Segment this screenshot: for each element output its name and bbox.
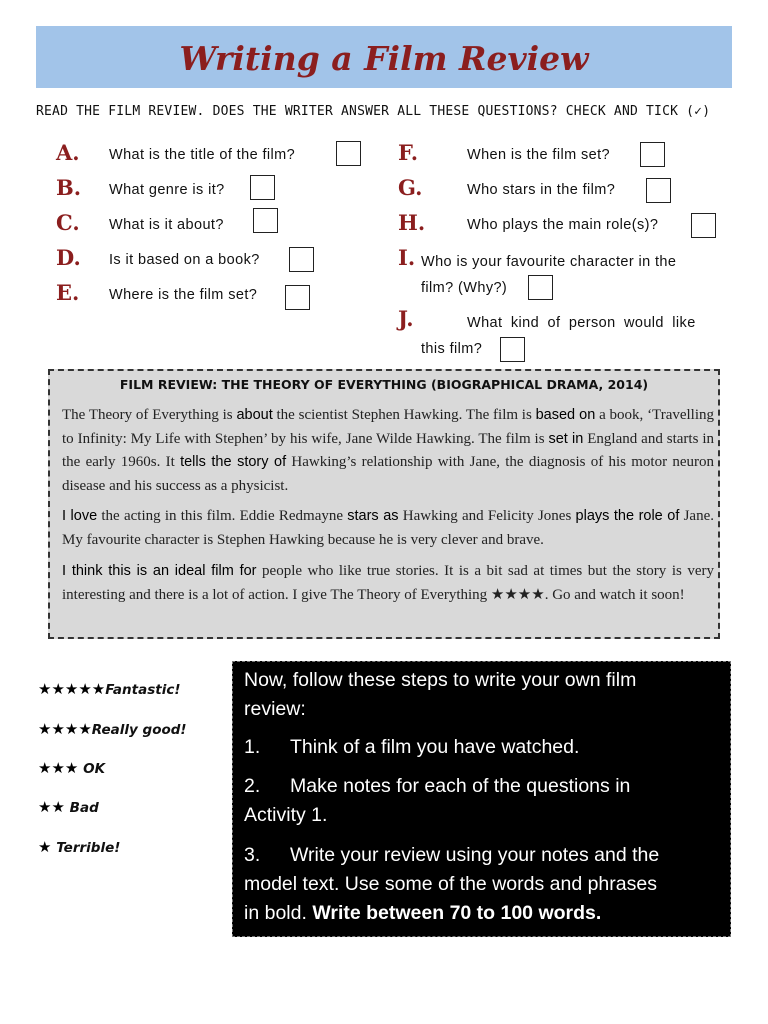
question-letter: J. xyxy=(398,306,414,331)
tick-box-j[interactable] xyxy=(500,337,525,362)
question-letter: A. xyxy=(56,140,80,165)
tick-box-i[interactable] xyxy=(528,275,553,300)
instruction-text: READ THE FILM REVIEW. DOES THE WRITER ANSWER ALL THESE QUESTIONS? CHECK AND TICK (✓) xyxy=(36,104,711,119)
question-text: Where is the film set? xyxy=(109,287,258,303)
rating-4: ★★★★Really good! xyxy=(38,720,187,738)
question-text: What genre is it? xyxy=(109,182,225,198)
question-letter: E. xyxy=(56,280,80,305)
question-letter: F. xyxy=(398,140,419,165)
question-text: Who is your favourite character in the xyxy=(421,254,677,270)
tick-box-c[interactable] xyxy=(253,208,278,233)
question-text: Who stars in the film? xyxy=(467,182,616,198)
question-text: When is the film set? xyxy=(467,147,610,163)
tick-box-h[interactable] xyxy=(691,213,716,238)
question-text: What is it about? xyxy=(109,217,224,233)
tick-box-b[interactable] xyxy=(250,175,275,200)
steps-intro-cont: review: xyxy=(244,698,306,720)
stars-icon: ★ xyxy=(38,838,57,856)
page-title: Writing a Film Review xyxy=(179,39,589,78)
review-paragraph-1: The Theory of Everything is about the scientist Stephen Hawking. The film is based on a book, ‘Travelling to Infinity: My Life with Stephen’ by his wife, Jane Wilde Hawking. The film is set in England and starts in the early 1960s. It tells the story of Hawking’s relationship with Jane, the diagnosis of his motor neuron disease and his success as a physicist. xyxy=(62,407,715,494)
question-text: What kind of person would like xyxy=(467,315,696,331)
question-text-cont: this film? xyxy=(421,341,483,357)
question-text: Who plays the main role(s)? xyxy=(467,217,659,233)
rating-3: ★★★ OK xyxy=(38,759,106,777)
review-title: FILM REVIEW: THE THEORY OF EVERYTHING (BIOGRAPHICAL DRAMA, 2014) xyxy=(119,377,649,392)
question-letter: C. xyxy=(56,210,80,235)
tick-box-f[interactable] xyxy=(640,142,665,167)
review-paragraph-2: I love the acting in this film. Eddie Redmayne stars as Hawking and Felicity Jones plays the role of Jane. My favourite character is Stephen Hawking because he is very clever and brave. xyxy=(62,508,715,548)
question-text-cont: film? (Why?) xyxy=(421,280,508,296)
title-banner xyxy=(36,26,732,88)
stars-icon: ★★★★★ xyxy=(38,680,106,698)
rating-2: ★★ Bad xyxy=(38,798,99,816)
tick-box-g[interactable] xyxy=(646,178,671,203)
step-2: 2. Make notes for each of the questions in xyxy=(244,775,631,797)
stars-icon: ★★ xyxy=(38,798,70,816)
rating-1: ★ Terrible! xyxy=(38,838,121,856)
stars-icon: ★★★ xyxy=(38,759,84,777)
stars-icon: ★★★★ xyxy=(38,720,92,738)
step-3: 3. Write your review using your notes and the xyxy=(244,844,660,866)
film-review-box xyxy=(48,369,720,639)
tick-box-e[interactable] xyxy=(285,285,310,310)
steps-box xyxy=(232,661,731,937)
step-2-cont: Activity 1. xyxy=(244,804,328,826)
question-letter: I. xyxy=(398,245,416,270)
review-paragraph-3: I think this is an ideal film for people who like true stories. It is a bit sad at times but the story is very interesting and there is a lot of action. I give The Theory of Everything ★★★★. Go and watch it soon! xyxy=(62,563,714,603)
steps-intro: Now, follow these steps to write your own film xyxy=(244,669,637,691)
question-letter: H. xyxy=(398,210,426,235)
question-text: Is it based on a book? xyxy=(109,252,260,268)
question-text: What is the title of the film? xyxy=(109,147,296,163)
step-3-cont: model text. Use some of the words and phrases xyxy=(244,873,657,895)
step-1: 1. Think of a film you have watched. xyxy=(244,736,580,758)
tick-box-d[interactable] xyxy=(289,247,314,272)
tick-box-a[interactable] xyxy=(336,141,361,166)
step-3-cont-2: in bold. Write between 70 to 100 words. xyxy=(244,902,602,924)
question-letter: B. xyxy=(56,175,82,200)
rating-5: ★★★★★Fantastic! xyxy=(38,680,181,698)
question-letter: D. xyxy=(56,245,81,270)
question-letter: G. xyxy=(398,175,423,200)
